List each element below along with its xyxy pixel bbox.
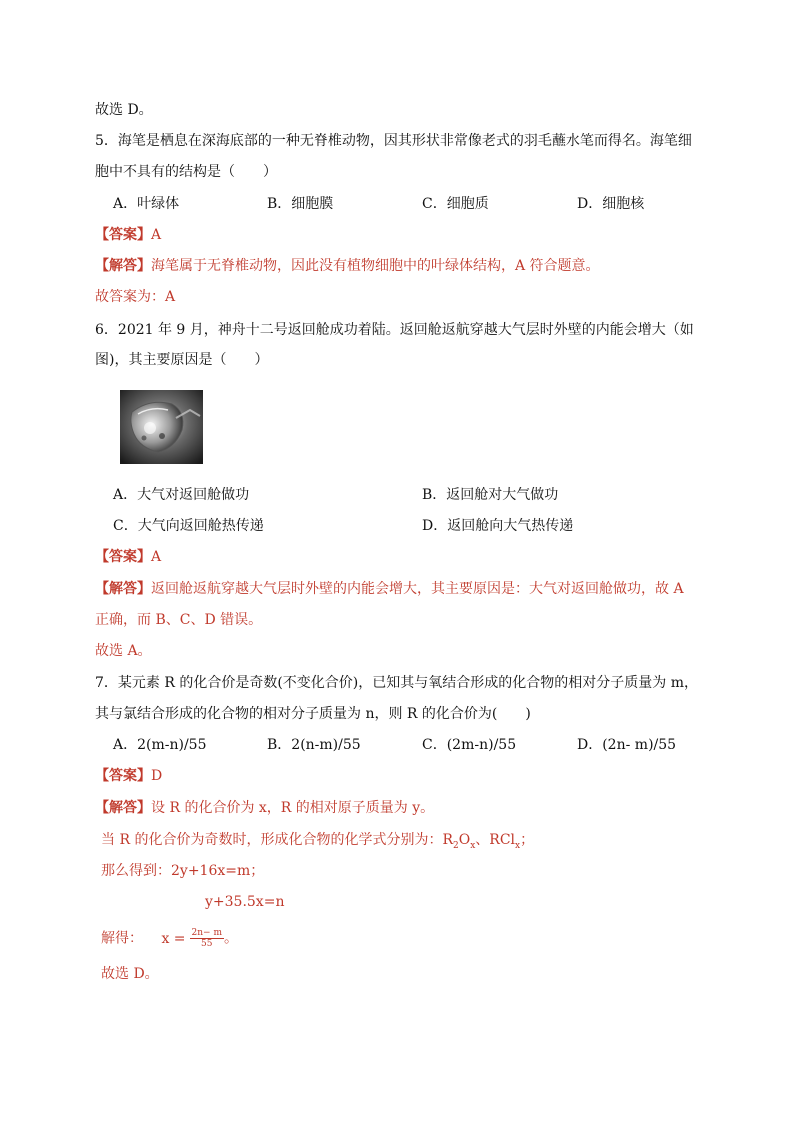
answer-value: A — [151, 549, 162, 565]
q6-stem-line2: 图)，其主要原因是（ ） — [95, 352, 269, 368]
formula-o: O — [458, 832, 471, 848]
q5-option-c: C．细胞质 — [422, 196, 489, 212]
q7-option-b: B．2(n-m)/55 — [267, 737, 361, 753]
solution-end: 。 — [224, 930, 238, 947]
q5-option-b: B．细胞膜 — [267, 196, 334, 212]
q5-option-d: D．细胞核 — [577, 196, 645, 212]
equation-1: 2y+16x=m； — [171, 863, 265, 879]
q7-option-c: C．(2m-n)/55 — [422, 737, 517, 753]
fraction-denominator: 55 — [201, 939, 213, 949]
q5-option-a: A．叶绿体 — [113, 196, 180, 212]
formula-r2ox — [442, 832, 476, 851]
q6-stem-line1: 6．2021 年 9 月，神舟十二号返回舱成功着陆。返回舱返航穿越大气层时外壁的内能会增大（如 — [95, 322, 694, 338]
formula-rcl: RCl — [489, 832, 516, 848]
q7-solution — [101, 928, 238, 949]
equation-intro: 那么得到： — [101, 863, 171, 879]
q7-answer — [95, 766, 162, 786]
q5-stem-line1: 5．海笔是栖息在深海底部的一种无脊椎动物，因其形状非常像老式的羽毛蘸水笔而得名。海笔细 — [95, 133, 692, 149]
q6-option-d: D．返回舱向大气热传递 — [422, 518, 574, 534]
q7-stem-line2: 其与氯结合形成的化合物的相对分子质量为 n，则 R 的化合价为( ) — [95, 706, 531, 722]
analysis-text: 设 R 的化合价为 x，R 的相对原子质量为 y。 — [151, 800, 435, 816]
answer-tag: 【答案】 — [95, 549, 151, 565]
formula-separator: 、 — [475, 832, 490, 848]
analysis-tag: 【解答】 — [95, 800, 151, 816]
q6-option-c: C．大气向返回舱热传递 — [113, 518, 264, 534]
q7-conclusion: 故选 D。 — [101, 966, 159, 982]
formula-r: R — [442, 832, 453, 848]
formula-sub-x2: x — [515, 840, 521, 851]
analysis-tag: 【解答】 — [95, 258, 151, 274]
formula-intro: 当 R 的化合价为奇数时，形成化合物的化学式分别为： — [101, 832, 443, 848]
fraction-numerator: 2n− m — [191, 928, 222, 938]
q6-conclusion: 故选 A。 — [95, 643, 152, 659]
answer-value: D — [151, 768, 163, 784]
answer-value: A — [151, 227, 162, 243]
q6-option-a: A．大气对返回舱做功 — [113, 487, 250, 503]
q5-conclusion: 故答案为：A — [95, 289, 176, 305]
q7-option-a: A．2(m-n)/55 — [113, 737, 207, 753]
formula-rclx — [489, 832, 521, 851]
solution-fraction — [190, 928, 224, 949]
q7-analysis-line2 — [101, 830, 534, 856]
q7-equation2: y+35.5x=n — [205, 894, 285, 910]
q7-analysis-line1 — [95, 798, 434, 818]
q5-analysis — [95, 256, 600, 276]
q6-analysis-line2: 正确，而 B、C、D 错误。 — [95, 612, 263, 628]
q7-option-d: D．(2n- m)/55 — [577, 737, 677, 753]
analysis-text: 返回舱返航穿越大气层时外壁的内能会增大，其主要原因是：大气对返回舱做功，故 A — [151, 581, 684, 597]
formula-sub-x: x — [470, 840, 476, 851]
formula-sub-2: 2 — [453, 840, 459, 851]
answer-tag: 【答案】 — [95, 227, 151, 243]
solution-x: x = — [161, 930, 186, 947]
q7-equation1 — [101, 861, 264, 881]
analysis-text: 海笔属于无脊椎动物，因此没有植物细胞中的叶绿体结构，A 符合题意。 — [151, 258, 600, 274]
return-capsule-photo — [120, 390, 203, 464]
q6-analysis-line1 — [95, 579, 684, 599]
q5-answer — [95, 225, 161, 245]
answer-tag: 【答案】 — [95, 768, 151, 784]
solution-intro: 解得： — [101, 930, 143, 947]
q4-conclusion: 故选 D。 — [95, 102, 153, 118]
analysis-tag: 【解答】 — [95, 581, 151, 597]
q6-answer — [95, 547, 161, 567]
q6-option-b: B．返回舱对大气做功 — [422, 487, 559, 503]
formula-end: ； — [520, 832, 535, 848]
q7-stem-line1: 7．某元素 R 的化合价是奇数(不变化合价)，已知其与氧结合形成的化合物的相对分子质量为 m， — [95, 675, 698, 691]
q5-stem-line2: 胞中不具有的结构是（ ） — [95, 164, 277, 180]
